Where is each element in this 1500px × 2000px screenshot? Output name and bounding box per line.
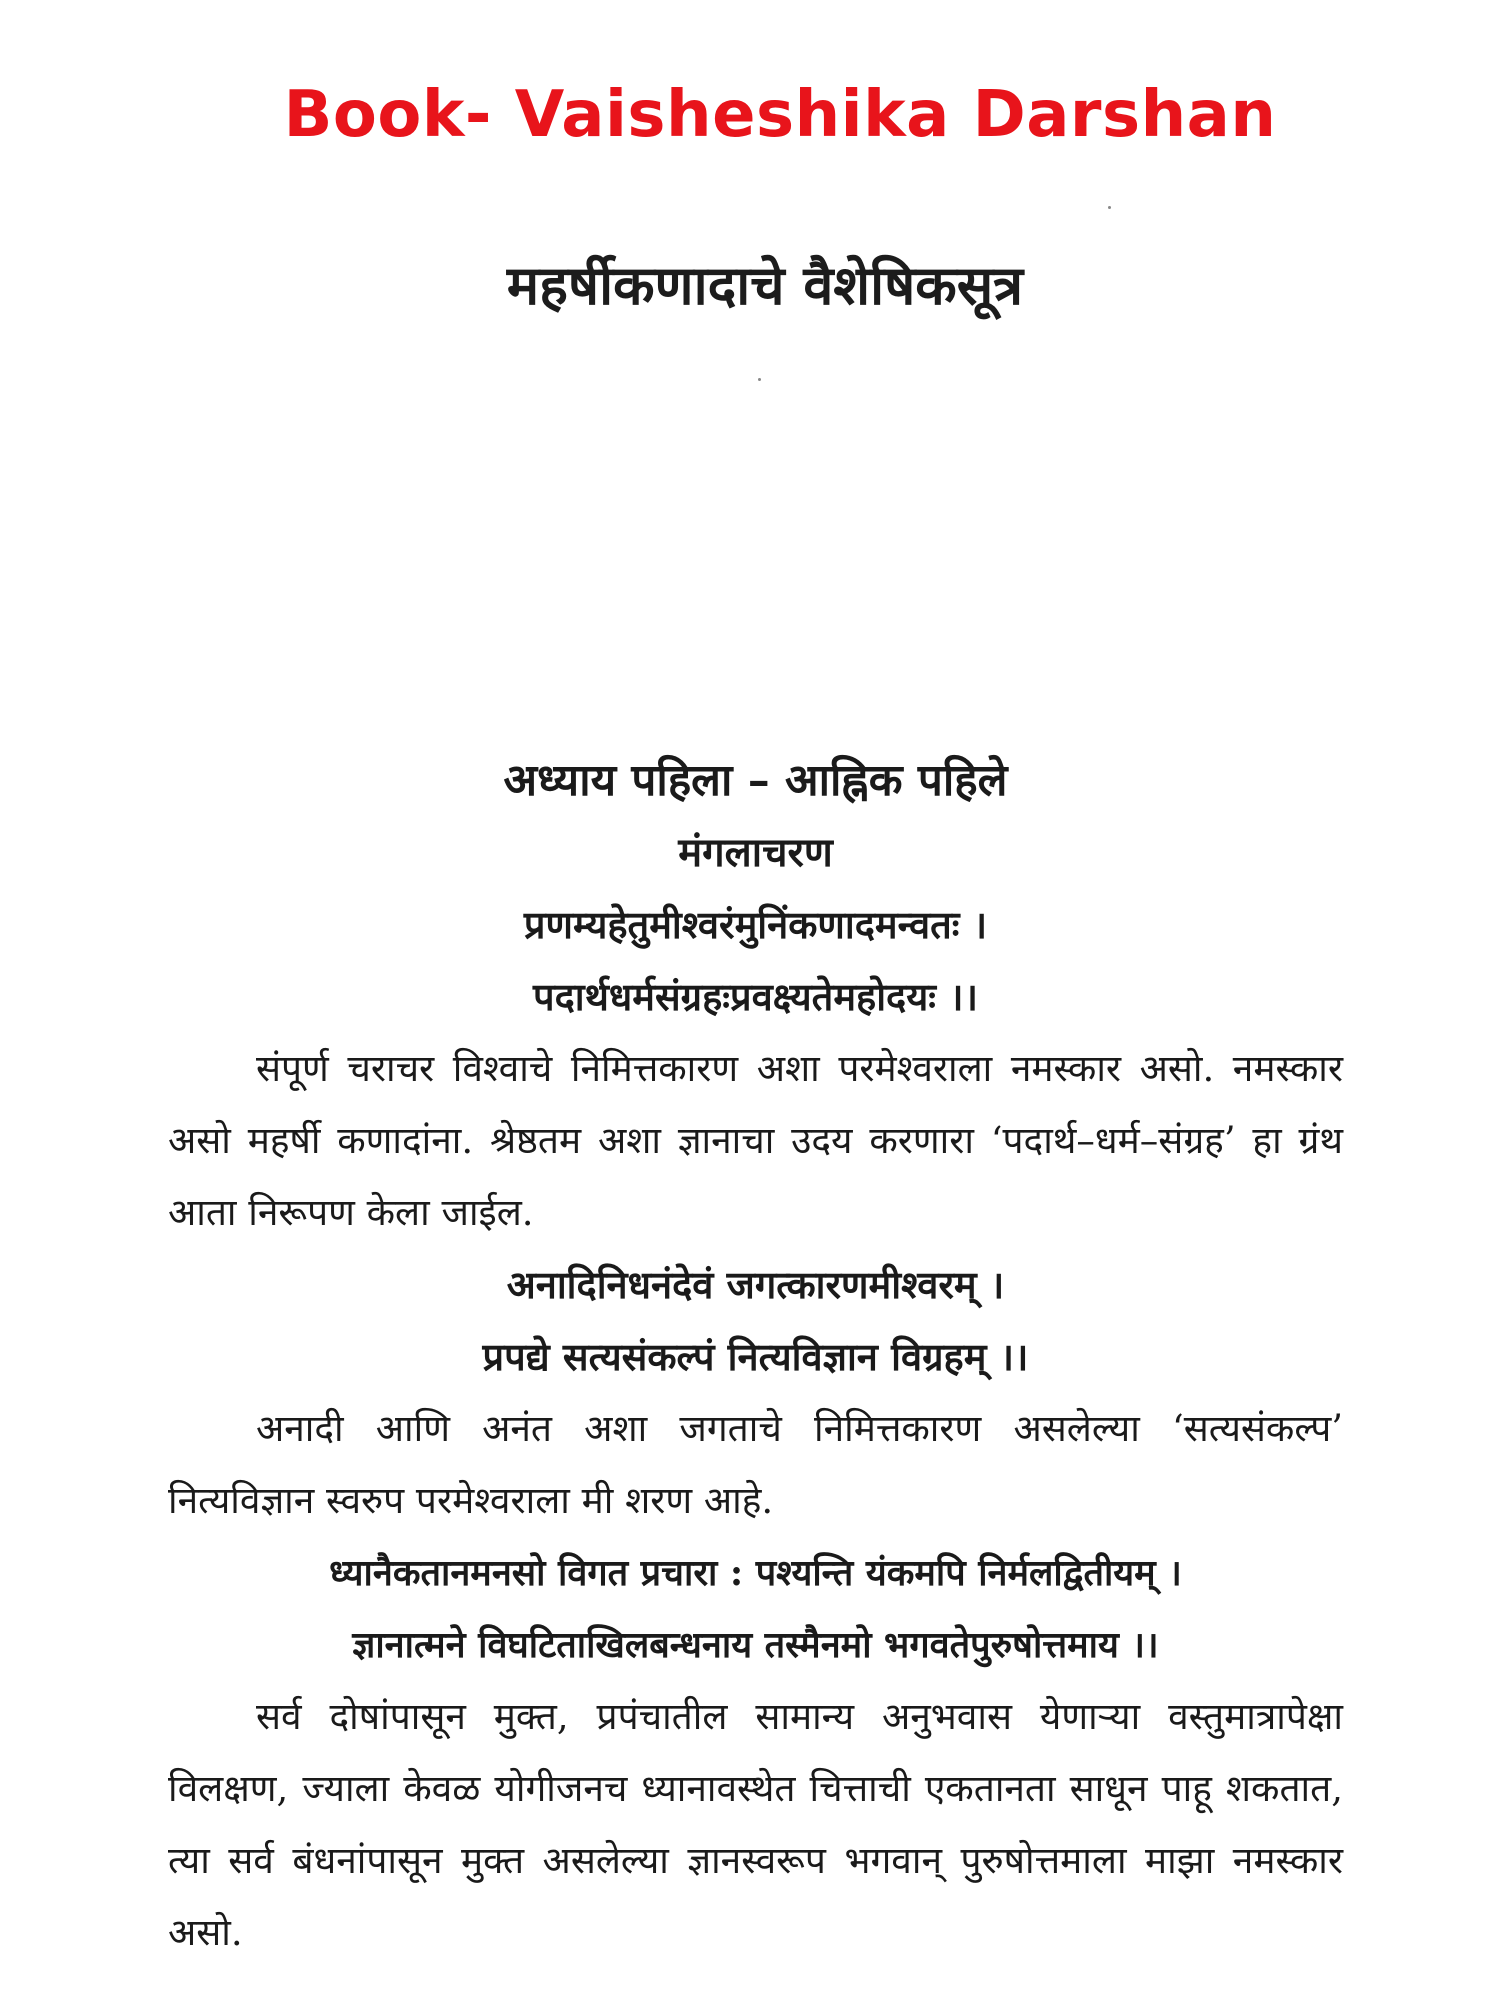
verse-line: अनादिनिधनंदेवं जगत्कारणमीश्वरम् । bbox=[506, 1262, 1005, 1307]
verse-line: प्रणम्यहेतुमीश्वरंमुनिंकणादमन्वतः । bbox=[523, 902, 988, 947]
verse-line: ज्ञानात्मने विघटिताखिलबन्धनाय तस्मैनमो भगवतेपुरुषोत्तमाय ।। bbox=[352, 1624, 1159, 1666]
book-title: Book- Vaisheshika Darshan bbox=[283, 78, 1277, 152]
verse-line: पदार्थधर्मसंग्रहःप्रवक्ष्यतेमहोदयः ।। bbox=[533, 974, 978, 1019]
prose-paragraph: सर्व दोषांपासून मुक्त, प्रपंचातील सामान्य अनुभवास येणाऱ्या वस्तुमात्रापेक्षा विलक्षण, ज्याला केवळ योगीजनच ध्यानावस्थेत चित्ताची एकतानता साधून पाहू शकतात, त्या सर्व बंधनांपासून मुक्त असलेल्या ज्ञानस्वरूप भगवान् पुरुषोत्तमाला माझा नमस्कार असो. bbox=[168, 1695, 1343, 1954]
section-subheading: मंगलाचरण bbox=[678, 829, 833, 876]
prose-paragraph: संपूर्ण चराचर विश्वाचे निमित्तकारण अशा परमेश्वराला नमस्कार असो. नमस्कार असो महर्षी कणादांना. श्रेष्ठतम अशा ज्ञानाचा उदय करणारा ‘पदार्थ–धर्म–संग्रह’ हा ग्रंथ आता निरूपण केला जाईल. bbox=[168, 1047, 1343, 1234]
section-heading: अध्याय पहिला – आह्निक पहिले bbox=[503, 755, 1008, 806]
main-content bbox=[168, 745, 1343, 1969]
scan-speck bbox=[1108, 206, 1111, 209]
prose-paragraph: अनादी आणि अनंत अशा जगताचे निमित्तकारण असलेल्या ‘सत्यसंकल्प’ नित्यविज्ञान स्वरुप परमेश्वराला मी शरण आहे. bbox=[168, 1407, 1343, 1522]
verse-line: ध्यानैकतानमनसो विगत प्रचारा : पश्यन्ति यंकमपि निर्मलद्वितीयम् । bbox=[329, 1552, 1182, 1594]
chapter-title: महर्षीकणादाचे वैशेषिकसूत्र bbox=[506, 253, 1024, 317]
scan-speck bbox=[758, 378, 761, 381]
verse-line: प्रपद्ये सत्यसंकल्पं नित्यविज्ञान विग्रहम् ।। bbox=[482, 1334, 1029, 1379]
